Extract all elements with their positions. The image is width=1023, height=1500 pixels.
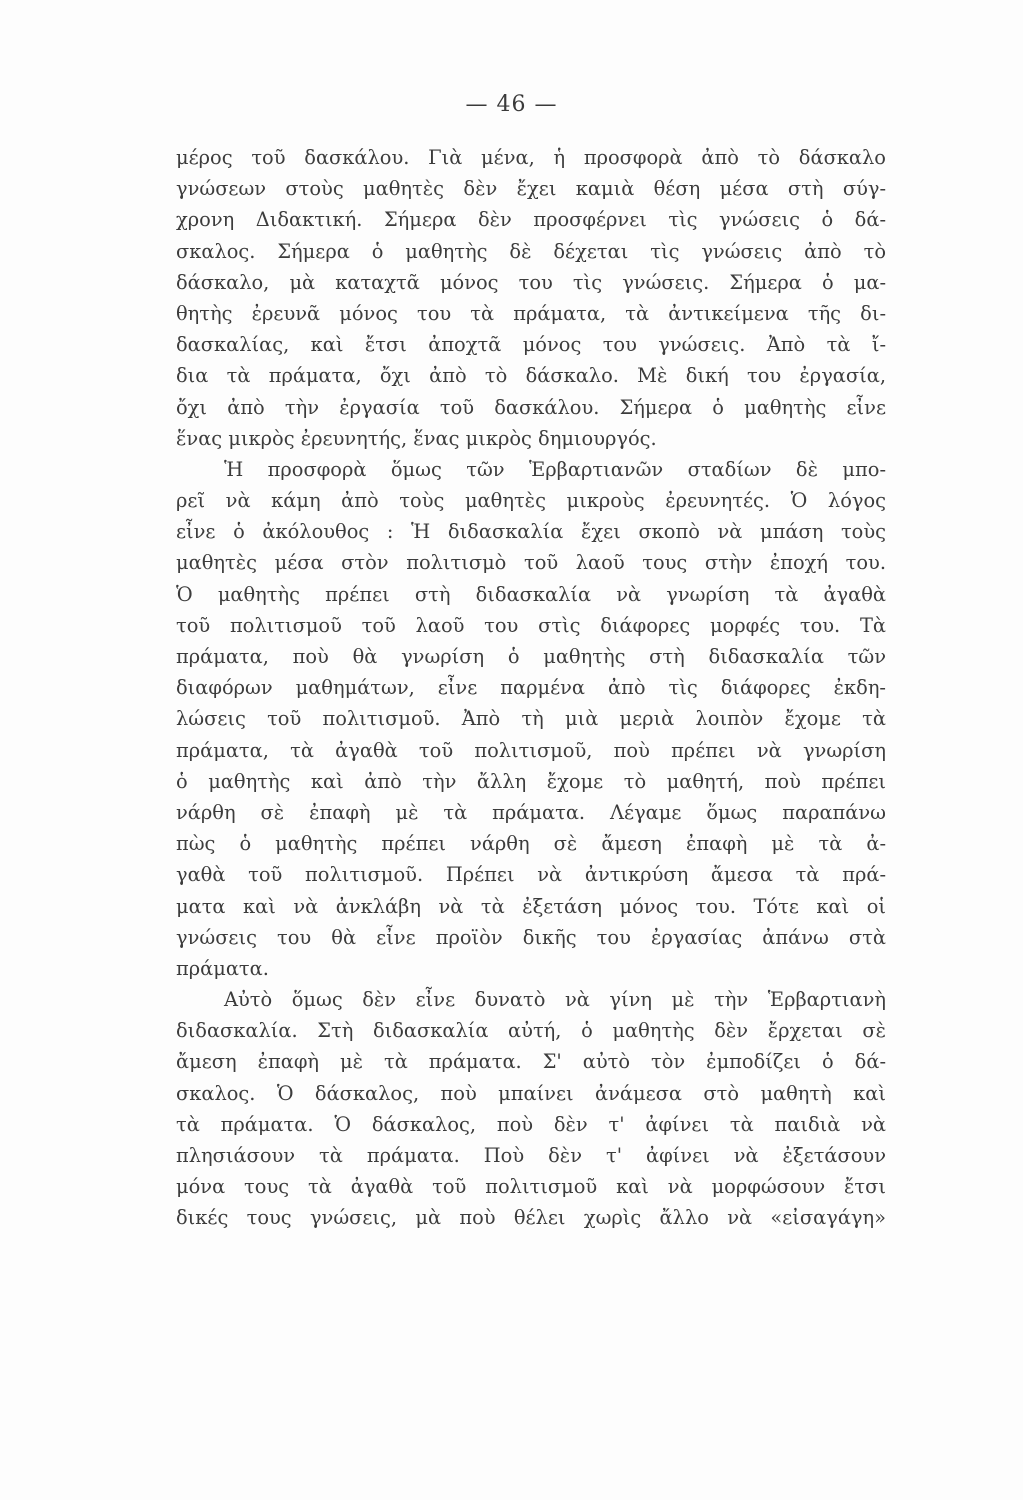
text-line: εἶνε ὁ ἀκόλουθος : Ἡ διδασκαλία ἔχει σκοπὸ νὰ μπάση τοὺς <box>176 520 886 544</box>
text-line: πράματα, ποὺ θὰ γνωρίση ὁ μαθητὴς στὴ διδασκαλία τῶν <box>176 645 886 668</box>
text-line: ρεῖ νὰ κάμη ἀπὸ τοὺς μαθητὲς μικροὺς ἐρευνητές. Ὁ λόγος <box>176 489 886 513</box>
text-line: ματα καὶ νὰ ἀνκλάβη νὰ τὰ ἐξετάση μόνος του. Τότε καὶ οἱ <box>176 894 886 918</box>
text-line: ὄχι ἀπὸ τὴν ἐργασία τοῦ δασκάλου. Σήμερα ὁ μαθητὴς εἶνε <box>176 395 886 419</box>
text-line: πλησιάσουν τὰ πράματα. Ποὺ δὲν τ' ἀφίνει νὰ ἐξετάσουν <box>176 1144 886 1167</box>
text-line: χρονη Διδακτική. Σήμερα δὲν προσφέρνει τὶς γνώσεις ὁ δά- <box>176 208 886 232</box>
text-line: πὼς ὁ μαθητὴς πρέπει νάρθη σὲ ἄμεση ἐπαφὴ μὲ τὰ ἀ- <box>176 832 886 856</box>
text-line: δασκαλίας, καὶ ἔτσι ἀποχτᾶ μόνος του γνώσεις. Ἀπὸ τὰ ἴ- <box>176 333 886 357</box>
text-line: μέρος τοῦ δασκάλου. Γιὰ μένα, ἡ προσφορὰ ἀπὸ τὸ δάσκαλο <box>176 146 886 169</box>
body-text <box>176 142 886 1234</box>
text-line: σκαλος. Ὁ δάσκαλος, ποὺ μπαίνει ἀνάμεσα στὸ μαθητὴ καὶ <box>176 1081 886 1105</box>
text-line: πράματα. <box>176 956 269 980</box>
text-line: Αὐτὸ ὅμως δὲν εἶνε δυνατὸ νὰ γίνη μὲ τὴν Ἑρβαρτιανὴ <box>224 988 886 1012</box>
text-line: θητὴς ἐρευνᾶ μόνος του τὰ πράματα, τὰ ἀντικείμενα τῆς δι- <box>176 301 886 325</box>
text-line: δικές τους γνώσεις, μὰ ποὺ θέλει χωρὶς ἄλλο νὰ «εἰσαγάγη» <box>176 1206 886 1230</box>
text-line: ἄμεση ἐπαφὴ μὲ τὰ πράματα. Σ' αὐτὸ τὸν ἐμποδίζει ὁ δά- <box>176 1050 886 1074</box>
text-line: γνώσεις του θὰ εἶνε προϊὸν δικῆς του ἐργασίας ἀπάνω στὰ <box>176 925 886 949</box>
text-line: διδασκαλία. Στὴ διδασκαλία αὐτή, ὁ μαθητὴς δὲν ἔρχεται σὲ <box>176 1019 886 1043</box>
text-line: τὰ πράματα. Ὁ δάσκαλος, ποὺ δὲν τ' ἀφίνει τὰ παιδιὰ νὰ <box>176 1112 886 1136</box>
text-line: μόνα τους τὰ ἀγαθὰ τοῦ πολιτισμοῦ καὶ νὰ μορφώσουν ἔτσι <box>176 1175 886 1199</box>
text-line: νάρθη σὲ ἐπαφὴ μὲ τὰ πράματα. Λέγαμε ὅμως παραπάνω <box>176 800 886 824</box>
text-line: πράματα, τὰ ἀγαθὰ τοῦ πολιτισμοῦ, ποὺ πρέπει νὰ γνωρίση <box>176 738 886 762</box>
text-line: γαθὰ τοῦ πολιτισμοῦ. Πρέπει νὰ ἀντικρύση ἄμεσα τὰ πρά- <box>176 863 886 887</box>
text-line: δάσκαλο, μὰ καταχτᾶ μόνος του τὶς γνώσεις. Σήμερα ὁ μα- <box>176 270 886 294</box>
text-line: λώσεις τοῦ πολιτισμοῦ. Ἀπὸ τὴ μιὰ μεριὰ λοιπὸν ἔχομε τὰ <box>176 707 886 731</box>
text-line: διαφόρων μαθημάτων, εἶνε παρμένα ἀπὸ τὶς διάφορες ἐκδη- <box>176 676 886 700</box>
text-line: Ἡ προσφορὰ ὅμως τῶν Ἑρβαρτιανῶν σταδίων δὲ μπο- <box>224 457 886 481</box>
text-line: γνώσεων στοὺς μαθητὲς δὲν ἔχει καμιὰ θέση μέσα στὴ σύγ- <box>176 177 886 201</box>
text-line: μαθητὲς μέσα στὸν πολιτισμὸ τοῦ λαοῦ τους στὴν ἐποχή του. <box>176 551 886 575</box>
text-line: Ὁ μαθητὴς πρέπει στὴ διδασκαλία νὰ γνωρίση τὰ ἀγαθὰ <box>176 582 886 606</box>
text-line: ἕνας μικρὸς ἐρευνητής, ἕνας μικρὸς δημιουργός. <box>176 426 657 450</box>
page-number: — 46 — <box>465 92 558 117</box>
text-line: σκαλος. Σήμερα ὁ μαθητὴς δὲ δέχεται τὶς γνώσεις ἀπὸ τὸ <box>176 239 886 263</box>
text-line: τοῦ πολιτισμοῦ τοῦ λαοῦ του στὶς διάφορες μορφές του. Τὰ <box>176 613 886 637</box>
text-line: ὁ μαθητὴς καὶ ἀπὸ τὴν ἄλλη ἔχομε τὸ μαθητή, ποὺ πρέπει <box>176 769 886 793</box>
text-line: δια τὰ πράματα, ὄχι ἀπὸ τὸ δάσκαλο. Μὲ δική του ἐργασία, <box>176 364 886 388</box>
